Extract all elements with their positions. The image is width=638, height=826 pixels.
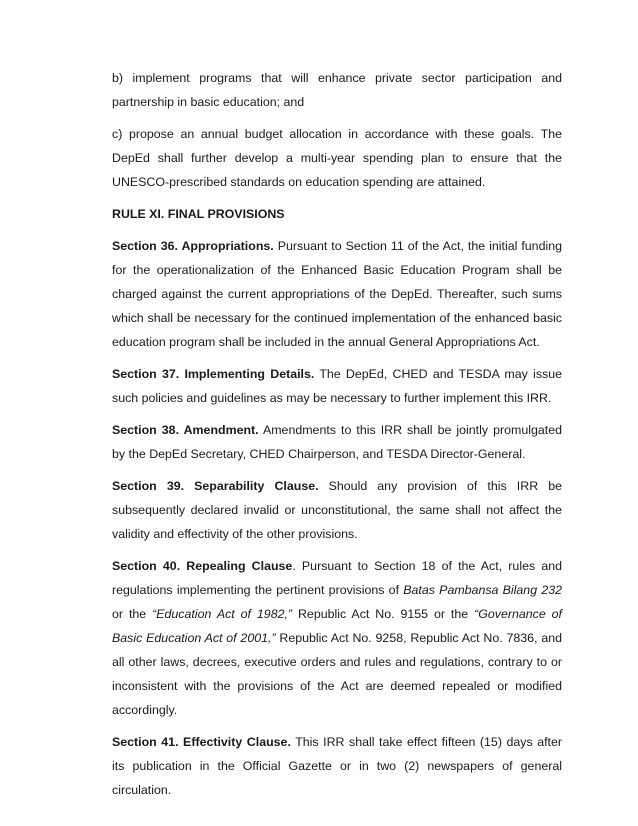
section-40 bbox=[112, 554, 562, 722]
section-41-body: This IRR shall take effect fifteen (15) days after its publication in the Official Gazette or in two (2) newspapers of general circulation. bbox=[112, 735, 562, 797]
section-40-text-2: or the bbox=[112, 607, 153, 621]
section-40-text-1: . Pursuant to Section 18 of the Act, rules and regulations implementing the pertinent provisions of bbox=[112, 559, 562, 597]
section-36-body: Pursuant to Section 11 of the Act, the initial funding for the operationalization of the Enhanced Basic Education Program shall be charged against the current appropriations of the DepEd. Thereafter, such sums which shall be necessary for the continued implementation of the enhanced basic education program shall be included in the annual General Appropriations Act. bbox=[112, 239, 562, 349]
section-37-body: The DepEd, CHED and TESDA may issue such policies and guidelines as may be necessary to further implement this IRR. bbox=[112, 367, 562, 405]
section-41-title: Section 41. Effectivity Clause. bbox=[112, 735, 291, 749]
section-36-title: Section 36. Appropriations. bbox=[112, 239, 274, 253]
section-39-title: Section 39. Separability Clause. bbox=[112, 479, 319, 493]
paragraph-c: c) propose an annual budget allocation in accordance with these goals. The DepEd shall further develop a multi-year spending plan to ensure that the UNESCO-prescribed standards on education spending are attained. bbox=[112, 127, 562, 189]
section-39 bbox=[112, 474, 562, 546]
rule-heading: RULE XI. FINAL PROVISIONS bbox=[112, 207, 285, 221]
section-40-text-3: Republic Act No. 9155 or the bbox=[292, 607, 475, 621]
section-40-italic-3: “Governance of Basic Education Act of 2001,” bbox=[112, 607, 562, 645]
section-38 bbox=[112, 418, 562, 466]
paragraph-b: b) implement programs that will enhance private sector participation and partnership in basic education; and bbox=[112, 71, 562, 109]
section-37-title: Section 37. Implementing Details. bbox=[112, 367, 315, 381]
section-36 bbox=[112, 234, 562, 354]
section-40-title: Section 40. Repealing Clause bbox=[112, 559, 293, 573]
section-38-title: Section 38. Amendment. bbox=[112, 423, 259, 437]
document-page bbox=[112, 66, 562, 810]
section-40-text-4: Republic Act No. 9258, Republic Act No. 7836, and all other laws, decrees, executive orders and rules and regulations, contrary to or inconsistent with the provisions of the Act are deemed repealed or modified accordingly. bbox=[112, 631, 562, 717]
section-38-body: Amendments to this IRR shall be jointly promulgated by the DepEd Secretary, CHED Chairperson, and TESDA Director-General. bbox=[112, 423, 562, 461]
section-41 bbox=[112, 730, 562, 802]
section-40-italic-1: Batas Pambansa Bilang 232 bbox=[403, 583, 562, 597]
section-37 bbox=[112, 362, 562, 410]
section-40-italic-2: “Education Act of 1982,” bbox=[152, 607, 293, 621]
section-39-body: Should any provision of this IRR be subsequently declared invalid or unconstitutional, the same shall not affect the validity and effectivity of the other provisions. bbox=[112, 479, 563, 541]
